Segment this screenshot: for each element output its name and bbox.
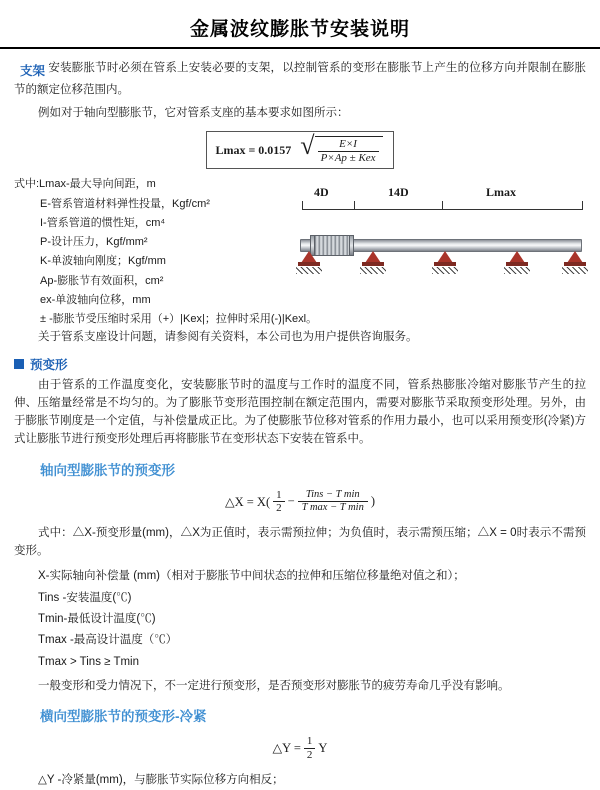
formula-delta-y [14, 735, 586, 761]
diagram-labels [296, 185, 586, 201]
support-base [506, 262, 528, 266]
predeform-heading-label: 预变形 [30, 358, 68, 373]
formula-half: $\frac{1}{2}$ [273, 489, 285, 515]
title-divider [0, 47, 600, 49]
axial-section-heading: 轴向型膨胀节的预变形 [40, 462, 175, 478]
formula-temperature-fraction: $\frac{\text{Tins − T min}}{\text{T max − T min}}$ [298, 489, 368, 515]
diagram-dimension-rules [296, 201, 586, 211]
support-section-paragraph [14, 59, 586, 99]
predeform-section-heading [14, 355, 586, 373]
legend-item: E-管系管道材料弹性投量，Kgf/cm² [40, 197, 210, 210]
formula-delta-x-rhs: ) [370, 494, 375, 509]
dimension-bar [442, 209, 582, 210]
axial-variable-list [14, 566, 586, 672]
formula-lmax-denominator: P×Ap ± Kex [318, 151, 379, 165]
pipe-support [362, 251, 384, 267]
ground-hatching [296, 267, 322, 274]
formula-delta-x-lhs: △X = X( [224, 494, 271, 509]
legend-list [14, 175, 318, 329]
diagram-pipe-area [296, 213, 586, 287]
support-base [434, 262, 456, 266]
legend-item: P-设计压力，Kgf/mm² [40, 236, 148, 249]
support-base [564, 262, 586, 266]
document-content [0, 59, 600, 790]
bellow-flange-right [349, 235, 354, 256]
predeform-paragraph: 由于管系的工作温度变化，安装膨胀节时的温度与工作时的温度不同，管系热膨胀冷缩对膨胀节产生的拉伸、压缩量经常是不均匀的。为了膨胀节变形范围控制在额定范围内，需要对膨胀节采取预变形处理。另外，由于膨胀节刚度是一个定值，与补偿量成正比。为了使膨胀节位移对管系的作用力最小，也可以采用预变形(冷紧)方式让膨胀节进行预变形处理后再将膨胀节在变形状态下安装在管系中。 [14, 379, 586, 445]
legend-item: Ap-膨胀节有效面积，cm² [40, 274, 164, 287]
formula-delta-x [14, 489, 586, 515]
legend-item: ex-单波轴向位移，mm [40, 293, 151, 306]
pipe-support [434, 251, 456, 267]
axial-note: 一般变形和受力情况下，不一定进行预变形，是否预变形对膨胀节的疲劳寿命几乎没有影响。 [38, 679, 510, 692]
diagram-label-4d: 4D [314, 185, 329, 200]
dimension-bar [354, 209, 442, 210]
support-example-text: 例如对于轴向型膨胀节，它对管系支座的基本要求如图所示： [38, 107, 349, 120]
pipe-support [506, 251, 528, 267]
lateral-note: △Y -冷紧量(mm)，与膨胀节实际位移方向相反； [38, 774, 284, 787]
formula-half: $\frac{1}{2}$ [304, 735, 316, 761]
page-title: 金属波纹膨胀节安装说明 [189, 19, 410, 40]
formula-lmax-numerator: E×I [339, 138, 357, 151]
ground-hatching [432, 267, 458, 274]
legend-item: 式中:Lmax-最大导向间距，m [14, 178, 156, 191]
diagram-label-14d: 14D [388, 185, 409, 200]
formula-minus-sign: − [287, 494, 295, 509]
list-item: X-实际轴向补偿量 (mm)（相对于膨胀节中间状态的拉伸和压缩位移量绝对值之和）； [38, 570, 465, 583]
pipe-support [298, 251, 320, 267]
support-section-text: 安装膨胀节时必须在管系上安装必要的支架，以控制管系的变形在膨胀节上产生的位移方向并限制在膨胀节的额定位移范围内。 [14, 62, 586, 96]
ground-hatching [504, 267, 530, 274]
list-item: Tmin-最低设计温度(℃) [38, 612, 156, 625]
square-bullet-icon [14, 359, 24, 369]
pipe-support [564, 251, 586, 267]
dimension-bar [302, 209, 354, 210]
formula-lmax-box [206, 131, 393, 169]
dimension-tick [582, 201, 583, 210]
list-item: Tmax > Tins ≥ Tmin [38, 655, 139, 668]
support-base [298, 262, 320, 266]
formula-delta-y-rhs: Y [318, 740, 328, 755]
support-section-heading: 支架 [20, 64, 46, 78]
lateral-section-heading: 横向型膨胀节的预变形-冷紧 [40, 709, 207, 725]
formula-lmax-lhs: Lmax = 0.0157 [215, 143, 292, 158]
legend-item: K-单波轴向刚度；Kgf/mm [40, 255, 166, 268]
legend-item: I-管系管道的惯性矩，cm⁴ [40, 216, 166, 229]
axial-explain-line: 式中：△X-预变形量(mm)，△X为正值时，表示需预拉伸；为负值时，表示需预压缩；△X = 0时表示不需预变形。 [14, 526, 586, 557]
formula-lmax [14, 131, 586, 169]
document-page [0, 14, 600, 787]
ground-hatching [360, 267, 386, 274]
list-item: Tmax -最高设计温度（℃） [38, 634, 178, 647]
ground-hatching [562, 267, 588, 274]
formula-lmax-fraction [315, 136, 383, 164]
legend-item: ± -膨胀节受压缩时采用（+）|Kex|；拉伸时采用(-)|Kexl。 [40, 313, 318, 326]
support-base [362, 262, 384, 266]
radical-sign-icon: √ [300, 131, 315, 161]
formula-delta-y-lhs: △Y = [272, 741, 301, 756]
piping-support-diagram [296, 185, 586, 295]
list-item: Tins -安装温度(℃) [38, 591, 132, 604]
formula-lmax-radical [300, 131, 382, 164]
contact-note: 关于管系支座设计问题，请参阅有关资料，本公司也为用户提供咨询服务。 [38, 331, 418, 344]
diagram-label-lmax: Lmax [486, 185, 516, 200]
